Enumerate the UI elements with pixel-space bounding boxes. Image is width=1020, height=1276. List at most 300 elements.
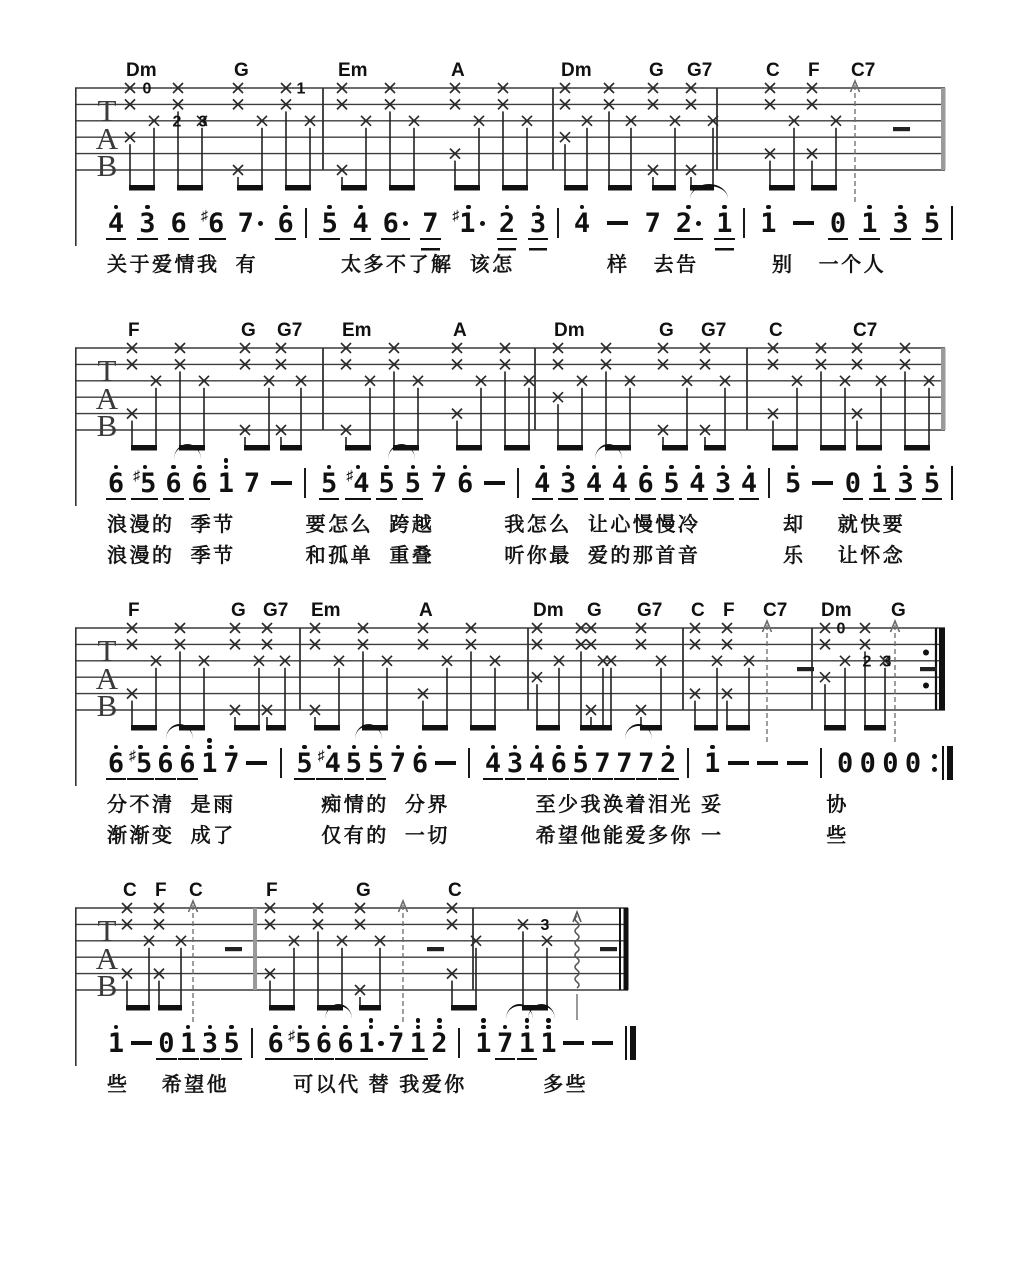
- jianpu-note: [267, 1016, 285, 1068]
- octave-dot: [525, 1018, 530, 1023]
- jianpu-note: [421, 196, 439, 248]
- note-body: [278, 209, 294, 238]
- underline-beam: [903, 778, 924, 788]
- note-digit: 5: [663, 468, 680, 499]
- note-body: [529, 749, 545, 778]
- lyrics-line: [93, 512, 953, 539]
- note-body: [316, 1029, 332, 1058]
- underline-beam: [609, 498, 630, 508]
- end-thin-bar: [951, 206, 953, 240]
- underline-beam: [265, 1058, 286, 1068]
- dash-bar: [607, 221, 628, 225]
- underline-beam: [177, 778, 198, 788]
- note-digit: 7: [638, 748, 655, 779]
- lyric-measure: 浪漫的 季节: [107, 545, 236, 567]
- note-body: [785, 469, 801, 498]
- jianpu-note: [836, 736, 854, 788]
- sharp-sign: ♯: [317, 747, 325, 763]
- jianpu-note: [740, 456, 758, 508]
- beam: [590, 725, 612, 731]
- notation-end-bar: [951, 206, 953, 240]
- jianpu-dash: [605, 196, 630, 237]
- jianpu-note: [352, 196, 370, 248]
- lyric-measure: 和孤单 重叠: [305, 545, 435, 567]
- jianpu-note: [217, 456, 235, 508]
- underline-beam: [335, 1058, 356, 1068]
- lyric-measure: 协: [826, 794, 849, 816]
- fret-number: 2: [172, 113, 182, 131]
- jianpu-measure: [93, 736, 280, 788]
- chord-label: G: [649, 60, 664, 81]
- octave-dot: [369, 1018, 374, 1023]
- jianpu-note: [881, 736, 899, 788]
- octave-dot: [416, 1018, 421, 1023]
- lyric-measure: 浪漫的 季节: [107, 514, 236, 536]
- note-digit: 1: [180, 1028, 197, 1059]
- underline-beam: [859, 238, 880, 248]
- jianpu-note: [138, 196, 156, 248]
- note-body: [540, 1029, 556, 1058]
- chord-label: G7: [701, 320, 727, 341]
- lyric-measure: 多些: [543, 1074, 589, 1096]
- underline-beam: [350, 238, 371, 248]
- lyric-measure: 我怎么 让心慢慢冷: [504, 514, 701, 536]
- note-digit: 1: [704, 748, 721, 779]
- chord-label: G7: [277, 320, 303, 341]
- note-digit: 1: [459, 208, 476, 239]
- note-body: [924, 209, 940, 238]
- chord-label: C7: [763, 600, 788, 621]
- note-body: [108, 1029, 124, 1058]
- jianpu-line-2: [93, 456, 953, 570]
- jianpu-note: [688, 456, 706, 508]
- chord-label: G: [891, 600, 906, 621]
- underline-beam: [345, 498, 372, 508]
- dash-bar: [435, 761, 456, 765]
- underline-beam: [356, 1058, 386, 1068]
- note-body: [760, 209, 776, 238]
- underline-beam: [316, 778, 343, 788]
- chord-label: Em: [342, 320, 372, 341]
- jianpu-note: [496, 1016, 514, 1068]
- note-digit: 3: [139, 208, 156, 239]
- jianpu-note: [550, 736, 568, 788]
- note-body: [676, 209, 702, 238]
- jianpu-note: [611, 456, 629, 508]
- note-digit: 4: [528, 748, 545, 779]
- note-body: [296, 749, 312, 778]
- beam: [726, 725, 750, 731]
- underline-beam: [674, 238, 704, 248]
- jianpu-notes-row: [93, 456, 953, 508]
- beam: [177, 185, 203, 191]
- jianpu-note: [107, 196, 125, 248]
- jianpu-note: [345, 736, 363, 788]
- note-digit: 3: [715, 468, 732, 499]
- chord-label: C7: [851, 60, 876, 81]
- jianpu-notes-row: [93, 196, 953, 248]
- beam: [536, 725, 560, 731]
- octave-dot: [437, 1018, 442, 1023]
- note-body: [353, 209, 369, 238]
- chord-label: G: [356, 880, 371, 901]
- underline-beam: [687, 498, 708, 508]
- jianpu-dash: [590, 1016, 615, 1057]
- note-digit: 6: [157, 748, 174, 779]
- note-body: [108, 209, 124, 238]
- lyric-measure: 乐 让怀念: [783, 545, 906, 567]
- beam: [285, 185, 311, 191]
- underline-beam: [658, 778, 679, 788]
- lyric-measure: 关于爱情我 有: [107, 254, 259, 276]
- note-body: [837, 749, 853, 778]
- chord-label: Dm: [533, 600, 564, 621]
- dash-bar: [271, 481, 292, 485]
- beam: [129, 185, 155, 191]
- note-body: [612, 469, 628, 498]
- sharp-sign: ♯: [346, 467, 354, 483]
- jianpu-note: [714, 456, 732, 508]
- lyric-measure: 些 希望他: [107, 1074, 230, 1096]
- jianpu-note: [367, 736, 385, 788]
- underline-beam: [168, 238, 189, 248]
- note-digit: 6: [337, 1028, 354, 1059]
- underline-beam: [242, 498, 263, 508]
- note-body: [157, 749, 173, 778]
- tab-letter: A: [95, 381, 119, 416]
- octave-dot: [207, 738, 212, 743]
- underline-beam: [410, 778, 431, 788]
- lyric-measure: 要怎么 跨越: [305, 514, 435, 536]
- note-digit: 2: [498, 208, 516, 239]
- chord-label: C7: [853, 320, 878, 341]
- underline-beam: [199, 238, 226, 248]
- chord-label: Dm: [126, 60, 157, 81]
- chord-label: Em: [338, 60, 368, 81]
- jianpu-measure: [253, 1016, 459, 1068]
- note-digit: 1: [201, 748, 218, 779]
- fret-number: 3: [882, 653, 892, 671]
- lyric-measure: 可以代 替 我爱你: [293, 1074, 467, 1096]
- note-digit: 5: [223, 1028, 240, 1059]
- note-body: [165, 469, 181, 498]
- note-body: [861, 209, 877, 238]
- note-body: [485, 749, 501, 778]
- note-body: [507, 749, 523, 778]
- tab-letter: B: [96, 968, 118, 1003]
- jianpu-dash: [482, 456, 507, 497]
- jianpu-note: [715, 196, 733, 248]
- note-body: [244, 469, 260, 498]
- chord-label: C: [123, 880, 137, 901]
- note-body: [497, 1029, 513, 1058]
- barline: [253, 908, 257, 990]
- note-body: [368, 749, 384, 778]
- fret-number: 0: [142, 80, 152, 98]
- half-rest-dash: [600, 947, 617, 951]
- note-body: [452, 209, 485, 238]
- jianpu-measure: [559, 196, 743, 248]
- lyric-measure: 分不清 是雨: [107, 794, 236, 816]
- note-body: [346, 469, 369, 498]
- note-digit: 5: [321, 468, 338, 499]
- jianpu-note: [107, 1016, 125, 1068]
- note-body: [616, 749, 632, 778]
- note-body: [660, 749, 676, 778]
- chord-label: G: [587, 600, 602, 621]
- note-digit: 1: [475, 1028, 492, 1059]
- dash-bar: [757, 761, 778, 765]
- note-digit: 7: [594, 748, 611, 779]
- half-rest-dash: [225, 947, 242, 951]
- jianpu-note: [346, 456, 369, 508]
- jianpu-note: [594, 736, 612, 788]
- underline-beam: [131, 498, 158, 508]
- jianpu-note: [315, 1016, 333, 1068]
- note-body: [337, 1029, 353, 1058]
- notation-end-bar: [625, 1026, 636, 1060]
- chord-label: G7: [687, 60, 713, 81]
- underline-beam: [895, 498, 916, 508]
- end-thin-bar: [951, 466, 953, 500]
- jianpu-note: [659, 736, 677, 788]
- notation-end-bar: [932, 746, 953, 780]
- note-body: [108, 749, 124, 778]
- note-body: [201, 749, 217, 778]
- lyric-measure: 渐渐变 成了: [107, 825, 236, 847]
- arpeggio-wave-icon: [573, 912, 581, 1020]
- note-body: [893, 209, 909, 238]
- note-body: [663, 469, 679, 498]
- note-digit: 6: [550, 748, 567, 779]
- jianpu-notes-row: [93, 736, 953, 788]
- dash-bar: [484, 481, 505, 485]
- note-body: [845, 469, 861, 498]
- underline-beam: [714, 238, 735, 248]
- tab-letter: T: [97, 633, 117, 668]
- jianpu-note: [318, 736, 341, 788]
- beam: [820, 445, 846, 451]
- note-digit: 4: [352, 208, 369, 239]
- beam: [422, 725, 448, 731]
- note-body: [704, 749, 720, 778]
- beam: [605, 445, 631, 451]
- underline-beam: [402, 498, 423, 508]
- chord-label: C: [766, 60, 780, 81]
- chord-label: F: [723, 600, 735, 621]
- jianpu-note: [484, 736, 502, 788]
- note-digit: 6: [456, 468, 474, 499]
- half-rest-dash: [920, 667, 937, 671]
- beam: [454, 185, 480, 191]
- note-digit: 1: [518, 1028, 535, 1059]
- augmentation-dot: [258, 221, 264, 227]
- note-body: [288, 1029, 311, 1058]
- underline-beam: [163, 498, 184, 508]
- note-digit: 2: [431, 1028, 448, 1059]
- jianpu-dash: [244, 736, 269, 777]
- underline-beam: [450, 238, 488, 248]
- jianpu-note: [179, 1016, 197, 1068]
- underline-beam: [381, 238, 411, 248]
- lyric-measure: 至少我涣着泪光 妥: [535, 794, 724, 816]
- chord-label: A: [453, 320, 467, 341]
- note-body: [180, 1029, 196, 1058]
- jianpu-note: [529, 196, 547, 248]
- underline-beam: [890, 238, 911, 248]
- note-digit: 0: [829, 208, 847, 239]
- fret-number: 1: [296, 80, 306, 98]
- underline-beam: [221, 1058, 242, 1068]
- dash-bar: [563, 1041, 584, 1045]
- note-body: [179, 749, 195, 778]
- tab-letter: T: [97, 93, 117, 128]
- beam: [237, 185, 263, 191]
- jianpu-note: [637, 456, 655, 508]
- note-digit: 0: [859, 748, 876, 779]
- beam: [608, 185, 632, 191]
- note-body: [238, 209, 264, 238]
- beam: [640, 725, 662, 731]
- jianpu-dash: [269, 456, 294, 497]
- jianpu-note: [404, 456, 422, 508]
- note-digit: 4: [324, 748, 341, 779]
- lyrics-line: [93, 792, 953, 819]
- note-digit: 1: [861, 208, 878, 239]
- underline-beam: [828, 238, 849, 248]
- beam: [694, 725, 718, 731]
- note-digit: 7: [243, 468, 261, 499]
- beam: [769, 185, 795, 191]
- jianpu-measure: [307, 196, 557, 248]
- half-rest-dash: [893, 127, 910, 131]
- chord-label: F: [128, 600, 140, 621]
- jianpu-dash: [561, 1016, 586, 1057]
- underline-beam: [319, 498, 340, 508]
- jianpu-note: [156, 736, 174, 788]
- beam: [502, 185, 528, 191]
- underline-beam: [528, 238, 549, 248]
- underline-beam: [592, 778, 613, 788]
- underline-beam: [376, 498, 397, 508]
- lyric-measure: 却 就快要: [783, 514, 906, 536]
- dash-bar: [246, 761, 267, 765]
- underline-beam: [505, 778, 526, 788]
- note-digit: 3: [506, 748, 524, 779]
- chord-label: Dm: [821, 600, 852, 621]
- chord-label: F: [128, 320, 140, 341]
- chord-label: C: [448, 880, 462, 901]
- jianpu-note: [387, 1016, 405, 1068]
- underline-beam: [922, 238, 943, 248]
- beam: [772, 445, 798, 451]
- underline-beam: [532, 498, 553, 508]
- underline-beam: [497, 238, 518, 248]
- note-digit: 4: [107, 208, 125, 239]
- note-body: [431, 469, 447, 498]
- note-body: [158, 1029, 174, 1058]
- note-body: [133, 469, 156, 498]
- note-body: [321, 469, 337, 498]
- jianpu-note: [178, 736, 196, 788]
- lyric-measure: 仅有的 一切: [321, 825, 450, 847]
- lyric-measure: 些: [826, 825, 849, 847]
- beam: [158, 1005, 182, 1011]
- note-digit: 5: [404, 468, 421, 499]
- note-digit: 7: [496, 1028, 514, 1059]
- note-digit: 2: [675, 208, 692, 239]
- note-digit: 1: [107, 1028, 125, 1059]
- note-digit: 5: [367, 748, 385, 779]
- beam: [131, 445, 157, 451]
- dash-bar: [812, 481, 833, 485]
- note-body: [586, 469, 602, 498]
- jianpu-note: [223, 1016, 241, 1068]
- underline-beam: [473, 1058, 494, 1068]
- note-digit: 1: [716, 208, 733, 239]
- note-digit: 5: [140, 468, 157, 499]
- jianpu-measure: [470, 736, 687, 788]
- note-digit: 6: [107, 748, 125, 779]
- note-digit: 4: [534, 468, 551, 499]
- jianpu-note: [165, 456, 183, 508]
- note-body: [560, 469, 576, 498]
- beam: [269, 1005, 295, 1011]
- note-body: [129, 749, 152, 778]
- jianpu-measure: [689, 736, 820, 788]
- jianpu-dash: [810, 456, 835, 497]
- sharp-sign: ♯: [288, 1027, 296, 1043]
- jianpu-note: [904, 736, 922, 788]
- note-digit: 2: [660, 748, 677, 779]
- note-body: [379, 469, 395, 498]
- underline-beam: [344, 778, 365, 788]
- underline-beam: [429, 1058, 450, 1068]
- jianpu-note: [859, 736, 877, 788]
- jianpu-note: [897, 456, 915, 508]
- repeat-dots: [932, 754, 937, 772]
- underline-beam: [558, 498, 579, 508]
- note-body: [534, 469, 550, 498]
- note-digit: 0: [836, 748, 854, 779]
- jianpu-note: [923, 196, 941, 248]
- note-digit: 0: [904, 748, 922, 779]
- jianpu-measure: [93, 1016, 251, 1068]
- underline-beam: [570, 778, 591, 788]
- note-body: [318, 749, 341, 778]
- jianpu-note: [637, 736, 655, 788]
- jianpu-note: [870, 456, 888, 508]
- underline-beam: [106, 238, 127, 248]
- note-digit: 4: [353, 468, 370, 499]
- note-digit: 4: [484, 748, 502, 779]
- underline-beam: [275, 238, 296, 248]
- note-body: [383, 209, 409, 238]
- jianpu-note: [540, 1016, 558, 1068]
- upstroke-arrow-icon: [763, 621, 772, 744]
- note-body: [882, 749, 898, 778]
- underline-beam: [388, 778, 409, 788]
- jianpu-measure: [745, 196, 951, 248]
- note-body: [638, 469, 654, 498]
- end-thick-bar: [630, 1026, 636, 1060]
- note-digit: 5: [378, 468, 395, 499]
- underline-beam: [835, 778, 856, 788]
- jianpu-dash: [791, 196, 816, 237]
- underline-beam: [495, 1058, 516, 1068]
- tab-letter: T: [97, 913, 117, 948]
- note-digit: 7: [422, 208, 439, 239]
